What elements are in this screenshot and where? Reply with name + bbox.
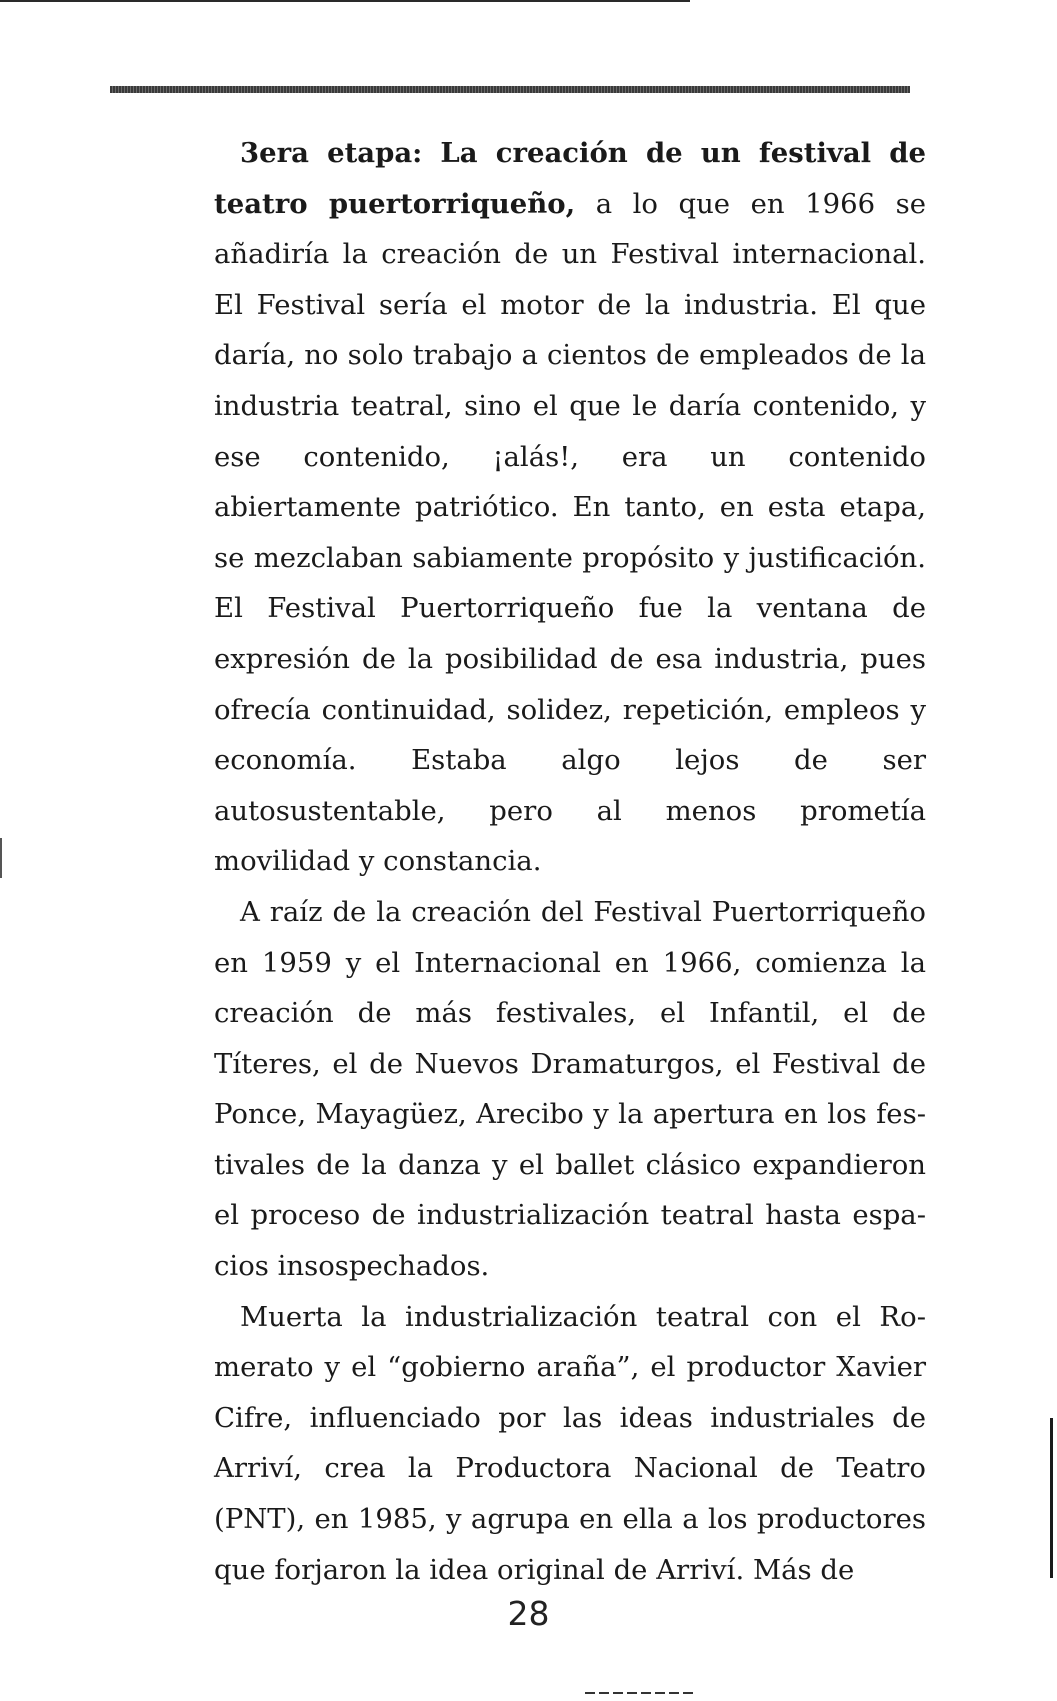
scan-artifact-right — [1050, 1418, 1053, 1578]
body-text — [214, 128, 926, 1595]
scan-top-edge — [0, 0, 690, 2]
paragraph-1-text: a lo que en 1966 se añadiría la creación de un Festival internacional. El Festival sería el motor de la industria. El que daría, no solo trabajo a cientos de empleados de la industria teatral, sino el que le daría contenido, y ese contenido, ¡alás!, era un contenido abiertamente patriótico. En tanto, en esta etapa, se mezclaban sabiamente propósito y justificación. El Festival Puertorriqueño fue la ventana de expresión de la posibilidad de esa industria, pues ofrecía continuidad, solidez, repetición, empleos y economía. Estaba algo lejos de ser autosustentable, pero al menos prometía movilidad y constancia. — [214, 187, 926, 878]
paragraph-1 — [214, 128, 926, 887]
header-rule — [110, 86, 910, 93]
page-number: 28 — [507, 1594, 550, 1633]
paragraph-2: A raíz de la creación del Festival Puertorriqueño en 1959 y el Internacional en 1966, comienza la creación de más festivales, el Infantil, el de Títeres, el de Nuevos Dramaturgos, el Festival de Ponce, Mayagüez, Arecibo y la apertura en los festivales de la danza y el ballet clásico expandieron el proceso de industrialización teatral hasta espacios insospechados. — [214, 895, 926, 1283]
paragraph-3: Muerta la industrialización teatral con el Romerato y el “gobierno araña”, el productor Xavier Cifre, influenciado por las ideas industriales de Arriví, crea la Productora Nacional de Teatro (PNT), en 1985, y agrupa en ella a los productores que forjaron la idea original de Arriví. Más de — [214, 1300, 926, 1586]
paragraph-1-bold-lead: 3era etapa: La creación de un festival de teatro puertorriqueño, — [214, 137, 926, 220]
scan-bottom-dash — [585, 1692, 695, 1694]
scan-artifact-left — [0, 838, 2, 878]
